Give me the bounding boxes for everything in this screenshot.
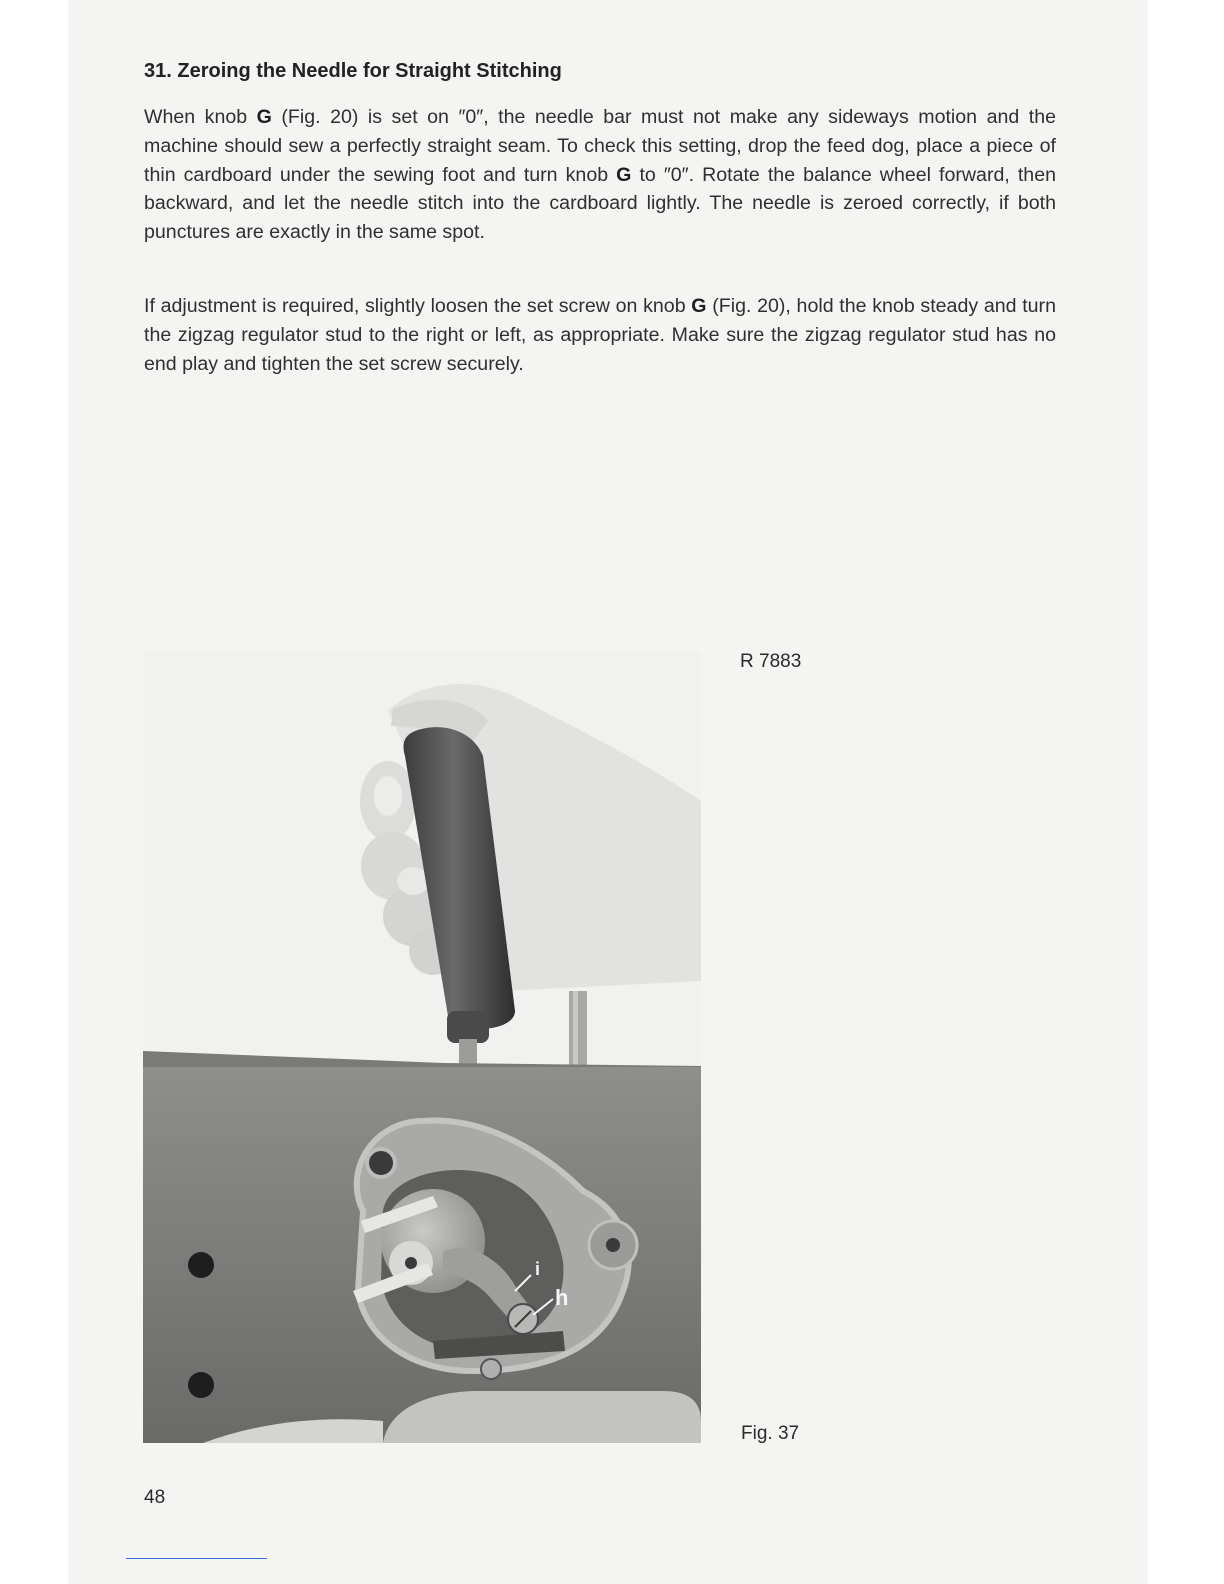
paragraph-adjustment bbox=[144, 292, 1056, 378]
part-label-i: i bbox=[535, 1259, 541, 1279]
page-number: 48 bbox=[144, 1487, 166, 1508]
knob-label: G bbox=[256, 106, 272, 128]
paragraph-text: If adjustment is required, slightly loosen the set screw on knob bbox=[144, 295, 692, 317]
paragraph-text: to ″0″. Rotate the balance wheel forward, then backward, and let the needle stitch into the cardboard lightly. The needle is zeroed correctly, if both punctures are exactly in the same spot. bbox=[144, 163, 1056, 244]
paragraph-text: (Fig. 20) is set on ″0″, the needle bar must not make any sideways motion and the machine should sew a perfectly straight seam. To check this setting, drop the feed dog, place a piece of thin cardboard under the sewing foot and turn knob bbox=[144, 106, 1056, 186]
part-label-h: h bbox=[555, 1285, 569, 1310]
figure-reference-code: R 7883 bbox=[740, 651, 802, 672]
paragraph-text: (Fig. 20), hold the knob steady and turn the zigzag regulator stud to the right or left, as appropriate. Make sure the zigzag regulator stud has no end play and tighten the set screw securely. bbox=[144, 295, 1056, 375]
figure-caption: Fig. 37 bbox=[741, 1423, 800, 1444]
footer-divider bbox=[126, 1558, 267, 1559]
knob-label: G bbox=[616, 163, 632, 186]
section-heading: 31. Zeroing the Needle for Straight Stitching bbox=[144, 60, 562, 82]
figure-photo bbox=[143, 651, 701, 1443]
screwdriver-adjustment-illustration bbox=[143, 651, 701, 1443]
paragraph-text: When knob bbox=[144, 106, 257, 128]
paragraph-zeroing-check bbox=[144, 103, 1056, 247]
knob-label: G bbox=[691, 295, 707, 317]
